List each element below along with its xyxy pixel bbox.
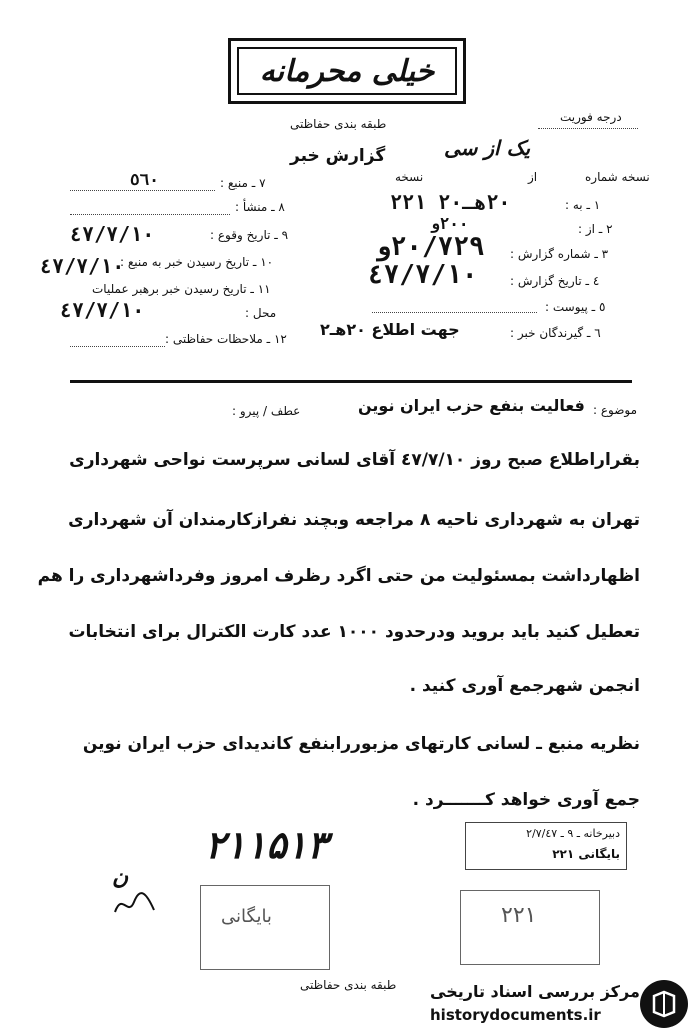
urgency-line bbox=[538, 128, 638, 129]
body-line: انجمن شهرجمع آوری کنید . bbox=[409, 676, 640, 696]
stamp-title: خیلی محرمانه bbox=[237, 47, 457, 95]
copy-label: نسخه شماره bbox=[585, 170, 650, 184]
field-received-source-label: ۱۰ ـ تاریخ رسیدن خبر به منبع : bbox=[120, 255, 274, 269]
field-to-value: ۲۰هـ۲۰ ۲۲۱ bbox=[390, 190, 511, 214]
origin-line bbox=[70, 214, 230, 215]
field-attachment-label: ٥ ـ پیوست : bbox=[545, 300, 606, 314]
field-to-label: ۱ ـ به : bbox=[565, 198, 601, 212]
field-report-number-label: ۳ ـ شماره گزارش : bbox=[510, 247, 609, 261]
field-security-notes-label: ۱۲ ـ ملاحظات حفاظتی : bbox=[165, 332, 287, 346]
copy-of: از bbox=[528, 170, 538, 184]
field-occurrence-value: ٤٧/٧/١٠ bbox=[70, 222, 155, 246]
footer-url: historydocuments.ir bbox=[430, 1006, 601, 1024]
report-title: گزارش خبر bbox=[290, 146, 386, 166]
bottom-stamp-left bbox=[200, 885, 330, 970]
urgency-label: درجه فوریت bbox=[560, 110, 622, 124]
field-source-value: ٥٦٠ bbox=[130, 170, 159, 189]
field-from-label: ۲ ـ از : bbox=[578, 222, 613, 236]
field-origin-label: ۸ ـ منشأ : bbox=[235, 200, 285, 214]
archive-logo-icon bbox=[640, 980, 688, 1028]
security-notes-line bbox=[70, 346, 165, 347]
footer-org: مرکز بررسی اسناد تاریخی bbox=[430, 982, 640, 1001]
bottom-stamp-text: بایگانی bbox=[221, 906, 272, 927]
body-line: اظهارداشت بمسئولیت من حتی اگرد رظرف امروز وفرداشهرداری را هم bbox=[37, 566, 640, 586]
field-received-ops-value: ٤٧/٧/١٠ bbox=[60, 298, 145, 322]
field-source-label: ۷ ـ منبع : bbox=[220, 176, 266, 190]
source-line bbox=[70, 190, 215, 191]
field-received-source-value: ٤٧/٧/١٠ bbox=[40, 254, 125, 278]
attachment-line bbox=[372, 312, 537, 313]
field-location-label: محل : bbox=[245, 306, 277, 320]
bottom-classification-label: طبقه بندی حفاظتی bbox=[300, 978, 397, 992]
bottom-stamp-right bbox=[460, 890, 600, 965]
field-report-date-label: ٤ ـ تاریخ گزارش : bbox=[510, 274, 600, 288]
field-recipients-value: جهت اطلاع ۲۰هـ۲ bbox=[320, 320, 460, 339]
field-from-value: ۲۰۰و bbox=[430, 214, 469, 233]
field-recipients-label: ٦ ـ گیرندگان خبر : bbox=[510, 326, 601, 340]
field-received-ops-label: ۱۱ ـ تاریخ رسیدن خبر برهبر عملیات bbox=[92, 282, 271, 296]
body-line: جمع آوری خواهد کـــــــرد . bbox=[412, 790, 640, 810]
field-report-number-value: ۲۰/۷۲۹و bbox=[375, 232, 485, 262]
body-line: تهران به شهرداری ناحیه ۸ مراجعه وبچند نفرازکارمندان آن شهرداری bbox=[68, 510, 640, 530]
body-line: بقراراطلاع صبح روز ٤٧/٧/١٠ آقای لسانی سرپرست نواحی شهرداری bbox=[69, 450, 640, 470]
copy-unit: نسخه bbox=[395, 170, 424, 184]
receipt-stamp-line1: دبیرخانه ـ ۹ ـ ۲/۷/٤٧ bbox=[526, 827, 620, 840]
archive-number: ۲۱۱۵۱۳ bbox=[205, 822, 328, 867]
bottom-stamp-number: ۲۲۱ bbox=[501, 903, 537, 928]
field-report-date-value: ٤٧/٧/١٠ bbox=[368, 260, 478, 290]
margin-note: ن bbox=[112, 864, 129, 890]
copy-hand: یک از سی bbox=[444, 136, 531, 160]
subject-label: موضوع : bbox=[593, 403, 638, 417]
classification-stamp bbox=[228, 38, 466, 104]
margin-signature-icon bbox=[110, 882, 160, 922]
body-line: نظریه منبع ـ لسانی کارتهای مزبوررابنفع کاندیدای حزب ایران نوین bbox=[82, 734, 640, 754]
classification-label: طبقه بندی حفاظتی bbox=[290, 117, 387, 131]
separator-rule bbox=[70, 380, 632, 383]
receipt-stamp-line2: بایگانی ۲۲۱ bbox=[552, 847, 620, 861]
reference-label: عطف / پیرو : bbox=[232, 404, 301, 418]
receipt-stamp bbox=[465, 822, 627, 870]
subject-value: فعالیت بنفع حزب ایران نوین bbox=[358, 396, 585, 415]
field-occurrence-label: ۹ ـ تاریخ وقوع : bbox=[210, 228, 289, 242]
body-line: تعطیل کنید باید بروید ودرحدود ۱۰۰۰ عدد کارت الکترال برای انتخابات bbox=[68, 622, 640, 642]
